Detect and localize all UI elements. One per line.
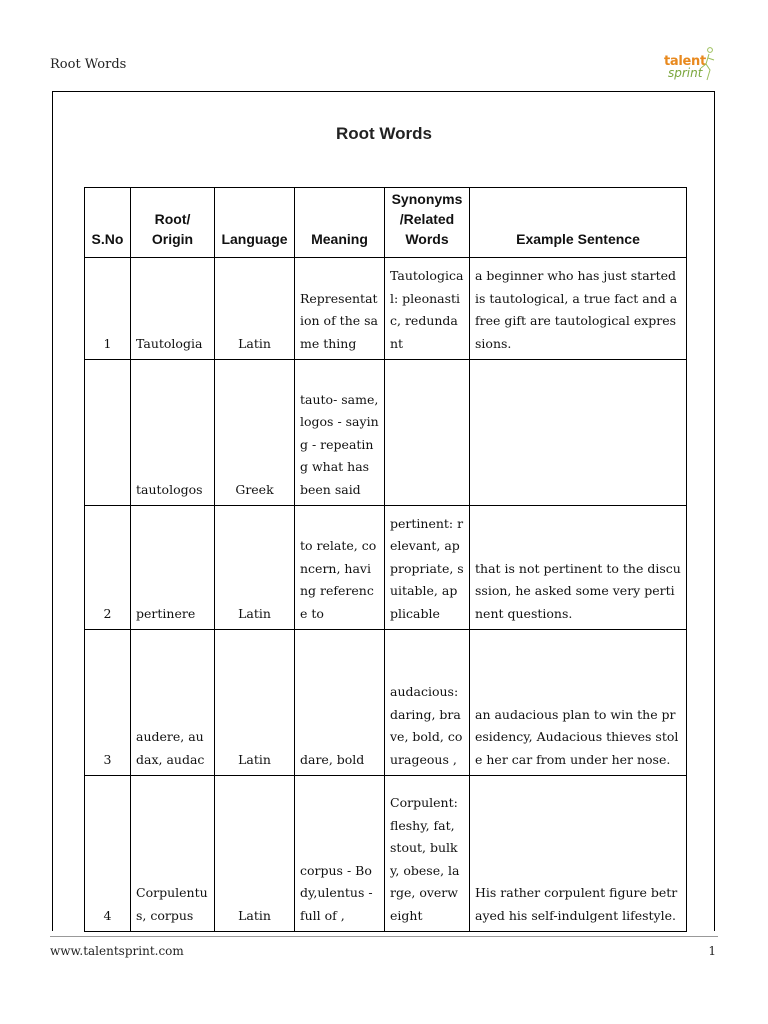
header-example: Example Sentence <box>470 188 687 258</box>
document-title: Root Words <box>335 124 432 143</box>
table-row <box>85 776 687 932</box>
cell-sno: 1 <box>85 258 131 360</box>
cell-example: that is not pertinent to the discussion, he asked some very pertinent questions. <box>470 506 687 630</box>
table-header-row <box>85 188 687 258</box>
cell-synonyms: Tautological: pleonastic, redundant <box>385 258 470 360</box>
cell-meaning: Representation of the same thing <box>295 258 385 360</box>
cell-language: Latin <box>215 776 295 932</box>
header-meaning: Meaning <box>295 188 385 258</box>
cell-root: audere, audax, audac <box>131 630 215 776</box>
cell-language: Latin <box>215 630 295 776</box>
cell-meaning: to relate, concern, having reference to <box>295 506 385 630</box>
cell-synonyms: pertinent: relevant, appropriate, suitable, applicable <box>385 506 470 630</box>
cell-sno: 3 <box>85 630 131 776</box>
talentsprint-logo <box>662 44 722 86</box>
table-row <box>85 360 687 506</box>
cell-meaning: tauto- same, logos - saying - repeating what has been said <box>295 360 385 506</box>
table-row <box>85 506 687 630</box>
page-number: 1 <box>708 944 716 958</box>
cell-sno: 4 <box>85 776 131 932</box>
cell-language: Latin <box>215 506 295 630</box>
runner-icon <box>698 46 718 84</box>
running-header: Root Words <box>50 57 127 72</box>
header-sno: S.No <box>85 188 131 258</box>
cell-language: Greek <box>215 360 295 506</box>
cell-example: a beginner who has just started is tautological, a true fact and a free gift are tautological expressions. <box>470 258 687 360</box>
cell-example: an audacious plan to win the presidency, Audacious thieves stole her car from under her nose. <box>470 630 687 776</box>
cell-root: Corpulentus, corpus <box>131 776 215 932</box>
footer-website: www.talentsprint.com <box>50 944 184 958</box>
cell-meaning: corpus - Body,ulentus - full of , <box>295 776 385 932</box>
cell-example: His rather corpulent figure betrayed his self-indulgent lifestyle. <box>470 776 687 932</box>
table-row <box>85 630 687 776</box>
root-words-table <box>84 187 687 932</box>
cell-root: pertinere <box>131 506 215 630</box>
cell-sno: 2 <box>85 506 131 630</box>
header-synonyms: Synonyms /Related Words <box>385 188 470 258</box>
cell-synonyms: audacious: daring, brave, bold, courageous , <box>385 630 470 776</box>
cell-example <box>470 360 687 506</box>
cell-meaning: dare, bold <box>295 630 385 776</box>
cell-synonyms: Corpulent: fleshy, fat, stout, bulky, obese, large, overweight <box>385 776 470 932</box>
header-root: Root/ Origin <box>131 188 215 258</box>
logo-text-sprint: sprint <box>668 66 703 80</box>
header-language: Language <box>215 188 295 258</box>
cell-language: Latin <box>215 258 295 360</box>
logo-text-talent: talent <box>664 54 706 69</box>
table-row <box>85 258 687 360</box>
cell-sno <box>85 360 131 506</box>
footer-divider <box>50 936 718 937</box>
cell-root: tautologos <box>131 360 215 506</box>
cell-synonyms <box>385 360 470 506</box>
cell-root: Tautologia <box>131 258 215 360</box>
